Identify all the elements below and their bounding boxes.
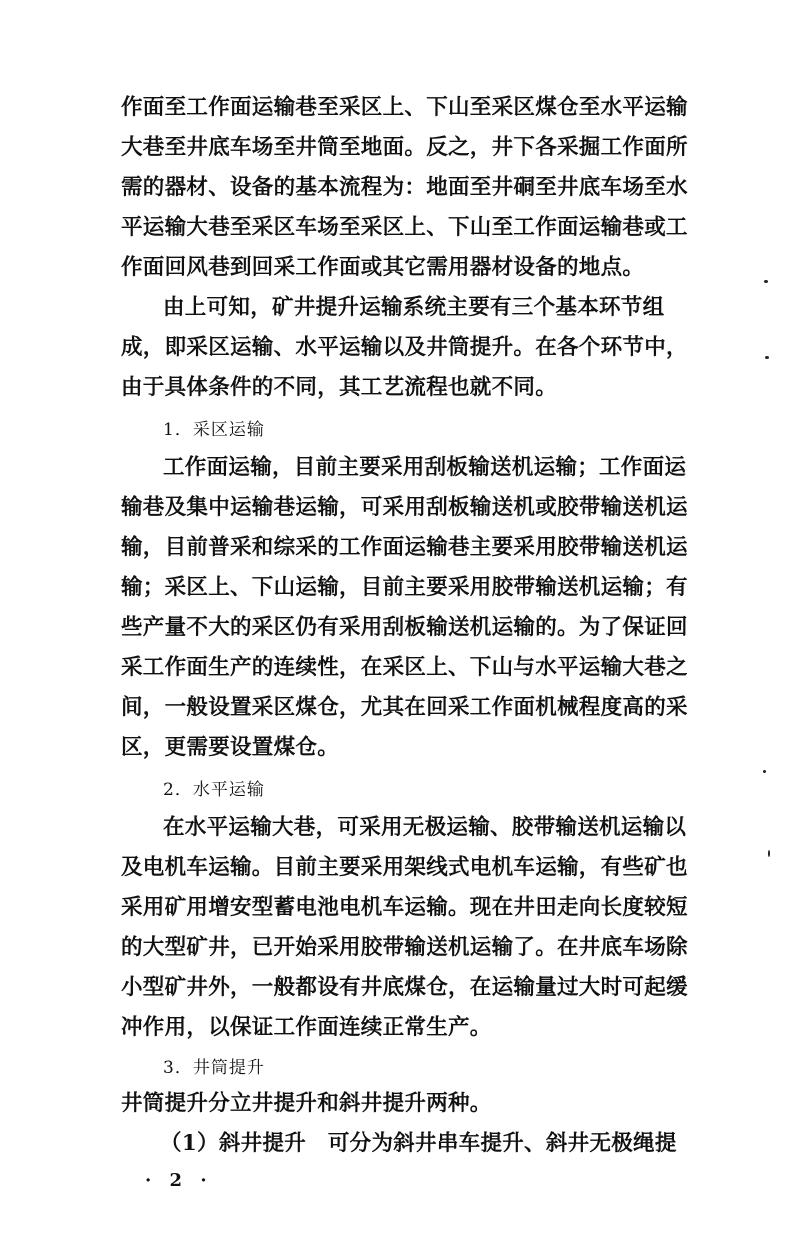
section-heading: 2．水平运输 bbox=[163, 780, 265, 800]
text-line: 平运输大巷至采区车场至采区上、下山至工作面运输巷或工 bbox=[121, 215, 688, 240]
text-line: 采用矿用增安型蓄电池电机车运输。现在井田走向长度较短 bbox=[121, 895, 688, 920]
text-line: 采工作面生产的连续性，在采区上、下山与水平运输大巷之 bbox=[121, 655, 688, 680]
text-line: 输巷及集中运输巷运输，可采用刮板输送机或胶带输送机运 bbox=[121, 495, 688, 520]
text-line: 在水平运输大巷，可采用无极运输、胶带输送机运输以 bbox=[163, 815, 687, 840]
text-line: 冲作用，以保证工作面连续正常生产。 bbox=[121, 1015, 492, 1040]
section-heading: 3．井筒提升 bbox=[163, 1058, 265, 1078]
text-line: 及电机车运输。目前主要采用架线式电机车运输，有些矿也 bbox=[121, 855, 688, 880]
scan-speck bbox=[763, 770, 766, 773]
text-line: 些产量不大的采区仍有采用刮板输送机运输的。为了保证回 bbox=[121, 615, 688, 640]
text-line: 成，即采区运输、水平运输以及井筒提升。在各个环节中， bbox=[121, 335, 688, 360]
text-line: 由上可知，矿井提升运输系统主要有三个基本环节组 bbox=[163, 295, 665, 320]
text-line: 输；采区上、下山运输，目前主要采用胶带输送机运输；有 bbox=[121, 575, 688, 600]
text-line: 作面回风巷到回采工作面或其它需用器材设备的地点。 bbox=[121, 255, 645, 280]
text-line: 作面至工作面运输巷至采区上、下山至采区煤仓至水平运输 bbox=[121, 95, 688, 120]
text-line: 大巷至井底车场至井筒至地面。反之，井下各采掘工作面所 bbox=[121, 135, 688, 160]
text-line: 由于具体条件的不同，其工艺流程也就不同。 bbox=[121, 375, 558, 400]
text-line: 的大型矿井，已开始采用胶带输送机运输了。在井底车场除 bbox=[121, 935, 688, 960]
text-line: 区，更需要设置煤仓。 bbox=[121, 735, 340, 760]
section-heading: 1．采区运输 bbox=[163, 420, 265, 440]
text-line: 需的器材、设备的基本流程为：地面至井硐至井底车场至水 bbox=[121, 175, 688, 200]
page-number: · 2 · bbox=[145, 1170, 213, 1191]
text-line: （1）斜井提升 可分为斜井串车提升、斜井无极绳提 bbox=[160, 1131, 677, 1156]
text-line: 小型矿井外，一般都设有井底煤仓，在运输量过大时可起缓 bbox=[121, 975, 688, 1000]
text-line: 间，一般设置采区煤仓，尤其在回采工作面机械程度高的采 bbox=[121, 695, 688, 720]
scan-speck bbox=[768, 850, 770, 857]
text-line: 输，目前普采和综采的工作面运输巷主要采用胶带输送机运 bbox=[121, 535, 688, 560]
scan-speck bbox=[765, 356, 769, 359]
scan-speck bbox=[764, 280, 768, 283]
text-line: 工作面运输，目前主要采用刮板输送机运输；工作面运 bbox=[163, 455, 687, 480]
text-line: 井筒提升分立井提升和斜井提升两种。 bbox=[121, 1091, 492, 1116]
